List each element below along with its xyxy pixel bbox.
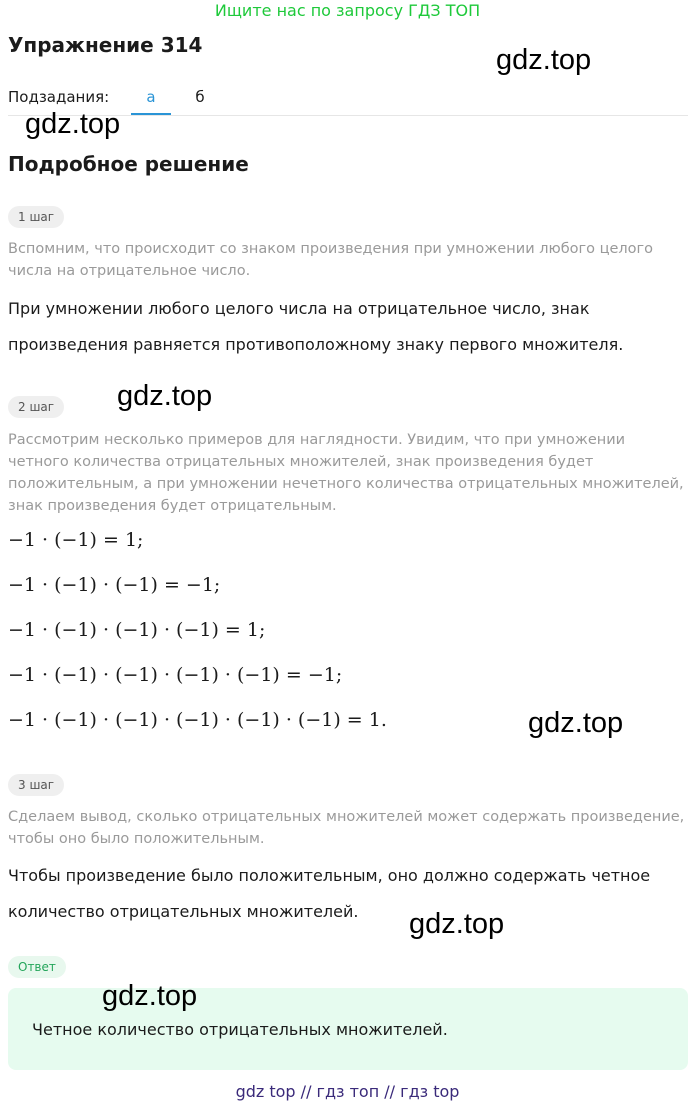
- watermark: gdz.top: [528, 707, 624, 739]
- watermark: gdz.top: [25, 108, 121, 140]
- formula: −1 · (−1) · (−1) · (−1) · (−1) = −1;: [8, 664, 343, 686]
- watermark: gdz.top: [496, 44, 592, 76]
- formula: −1 · (−1) · (−1) · (−1) · (−1) · (−1) = 1.: [8, 709, 387, 731]
- step-hint: Сделаем вывод, сколько отрицательных множителей может содержать произведение, чтобы оно было положительным.: [8, 809, 685, 847]
- footer-link[interactable]: gdz top: [235, 1082, 296, 1101]
- step-text-line: количество отрицательных множителей.: [8, 902, 359, 921]
- section-title: Подробное решение: [8, 152, 249, 176]
- promo-banner[interactable]: Ищите нас по запросу ГДЗ ТОП: [214, 1, 481, 20]
- step-text-line: Чтобы произведение было положительным, оно должно содержать четное: [8, 866, 651, 885]
- step-badge: 3 шаг: [8, 774, 64, 796]
- footer-link[interactable]: гдз top: [400, 1082, 460, 1101]
- watermark: gdz.top: [117, 380, 213, 412]
- formula: −1 · (−1) · (−1) · (−1) = 1;: [8, 619, 266, 641]
- watermark: gdz.top: [102, 980, 198, 1012]
- tab-a[interactable]: а: [146, 88, 156, 106]
- answer-badge: Ответ: [8, 956, 66, 978]
- page-title: Упражнение 314: [8, 33, 203, 57]
- footer-link[interactable]: гдз топ: [316, 1082, 380, 1101]
- formula: −1 · (−1) · (−1) = −1;: [8, 574, 221, 596]
- step-text-line: При умножении любого целого числа на отрицательное число, знак: [8, 299, 590, 318]
- watermark: gdz.top: [409, 908, 505, 940]
- step-badge: 1 шаг: [8, 206, 64, 228]
- footer-links: [0, 1082, 695, 1101]
- tab-b[interactable]: б: [195, 88, 205, 106]
- subtasks-label: Подзадания:: [8, 88, 110, 106]
- step-badge: 2 шаг: [8, 396, 64, 418]
- step-hint: Рассмотрим несколько примеров для наглядности. Увидим, что при умножении четного количества отрицательных множителей, знак произведения будет положительным, а при умножении нечетного количества отрицательных множителей, знак произведения будет отрицательным.: [8, 432, 684, 514]
- formula: −1 · (−1) = 1;: [8, 529, 144, 551]
- step-hint: Вспомним, что происходит со знаком произведения при умножении любого целого числа на отрицательное число.: [8, 241, 654, 279]
- step-text-line: произведения равняется противоположному знаку первого множителя.: [8, 335, 624, 354]
- footer-separator: //: [300, 1082, 312, 1101]
- answer-text: Четное количество отрицательных множителей.: [32, 1020, 448, 1039]
- footer-separator: //: [384, 1082, 396, 1101]
